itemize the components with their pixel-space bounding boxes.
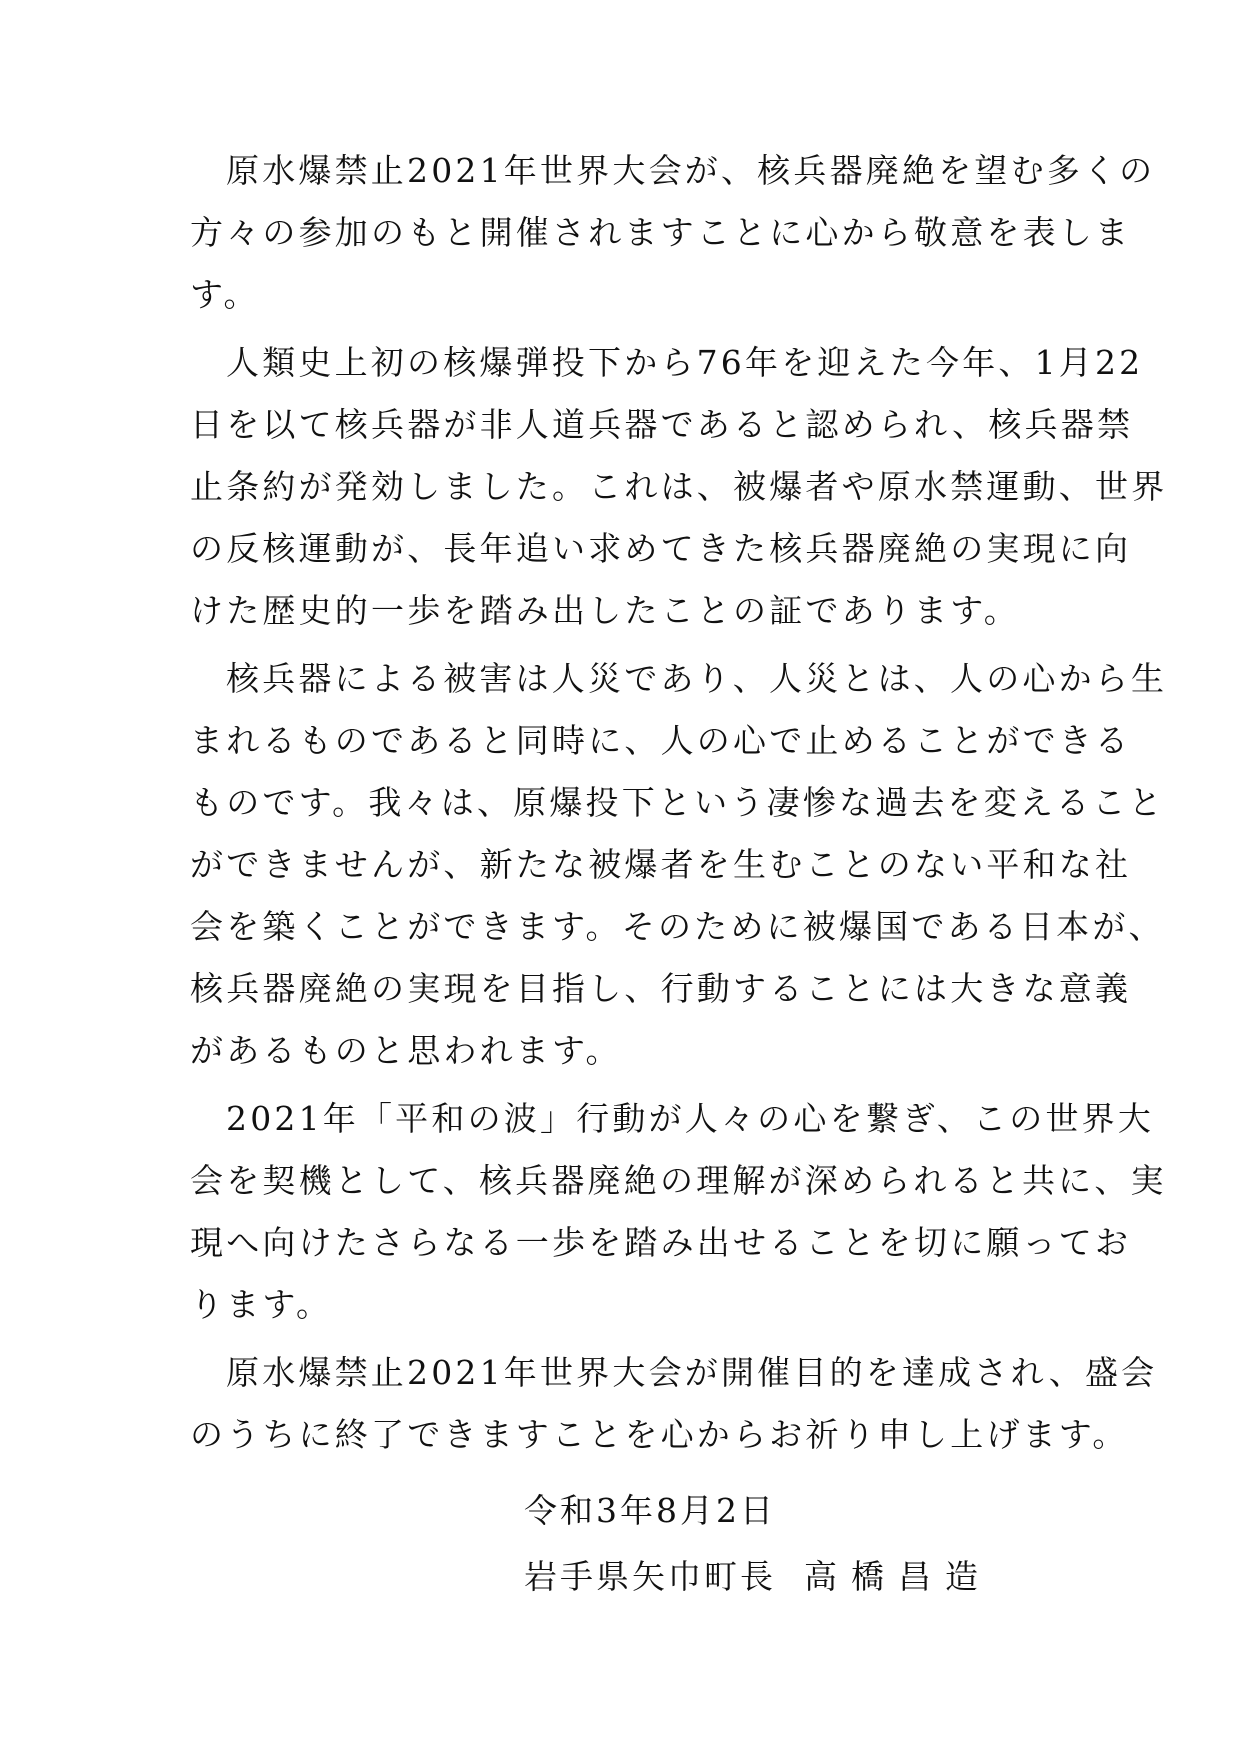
paragraph-line: 現へ向けたさらなる一歩を踏み出せることを切に願ってお	[190, 1223, 1132, 1262]
paragraph-line: 核兵器廃絶の実現を目指し、行動することには大きな意義	[190, 969, 1132, 1008]
paragraph-line: 会を契機として、核兵器廃絶の理解が深められると共に、実	[190, 1161, 1167, 1200]
paragraph-line: 止条約が発効しました。これは、被爆者や原水禁運動、世界	[190, 467, 1168, 506]
paragraph-line: す。	[190, 275, 260, 314]
paragraph-3	[190, 648, 1168, 1082]
letter-body	[190, 140, 1168, 1472]
paragraph-line: まれるものであると同時に、人の心で止めることができる	[190, 721, 1132, 760]
paragraph-2	[190, 332, 1168, 642]
paragraph-line: 日を以て核兵器が非人道兵器であると認められ、核兵器禁	[190, 405, 1134, 444]
paragraph-line: の反核運動が、長年追い求めてきた核兵器廃絶の実現に向	[190, 529, 1132, 568]
paragraph-line: 2021年「平和の波」行動が人々の心を繋ぎ、この世界大	[226, 1099, 1155, 1138]
paragraph-4	[190, 1088, 1167, 1336]
paragraph-line: 会を築くことができます。そのために被爆国である日本が、	[190, 907, 1165, 946]
paragraph-1	[190, 140, 1156, 326]
letter-date: 令和3年8月2日	[524, 1491, 776, 1530]
paragraph-line: ります。	[190, 1285, 333, 1324]
paragraph-line: があるものと思われます。	[190, 1031, 622, 1070]
paragraph-line: 原水爆禁止2021年世界大会が開催目的を達成され、盛会	[226, 1353, 1158, 1392]
paragraph-line: 方々の参加のもと開催されますことに心から敬意を表しま	[190, 213, 1132, 252]
paragraph-line: ものです。我々は、原爆投下という凄惨な過去を変えること	[190, 783, 1165, 822]
paragraph-line: 人類史上初の核爆弾投下から76年を迎えた今年、1月22	[226, 343, 1144, 382]
paragraph-line: けた歴史的一歩を踏み出したことの証であります。	[190, 591, 1020, 630]
signer-name: 高橋昌造	[804, 1557, 992, 1596]
paragraph-line: ができませんが、新たな被爆者を生むことのない平和な社	[190, 845, 1132, 884]
signer-line	[524, 1544, 1084, 1610]
signature-block	[524, 1478, 1084, 1610]
paragraph-line: 原水爆禁止2021年世界大会が、核兵器廃絶を望む多くの	[226, 151, 1156, 190]
paragraph-5	[190, 1342, 1158, 1466]
paragraph-line: 核兵器による被害は人災であり、人災とは、人の心から生	[226, 659, 1168, 698]
paragraph-line: のうちに終了できますことを心からお祈り申し上げます。	[190, 1415, 1129, 1454]
signer-title: 岩手県矢巾町長	[524, 1557, 776, 1596]
